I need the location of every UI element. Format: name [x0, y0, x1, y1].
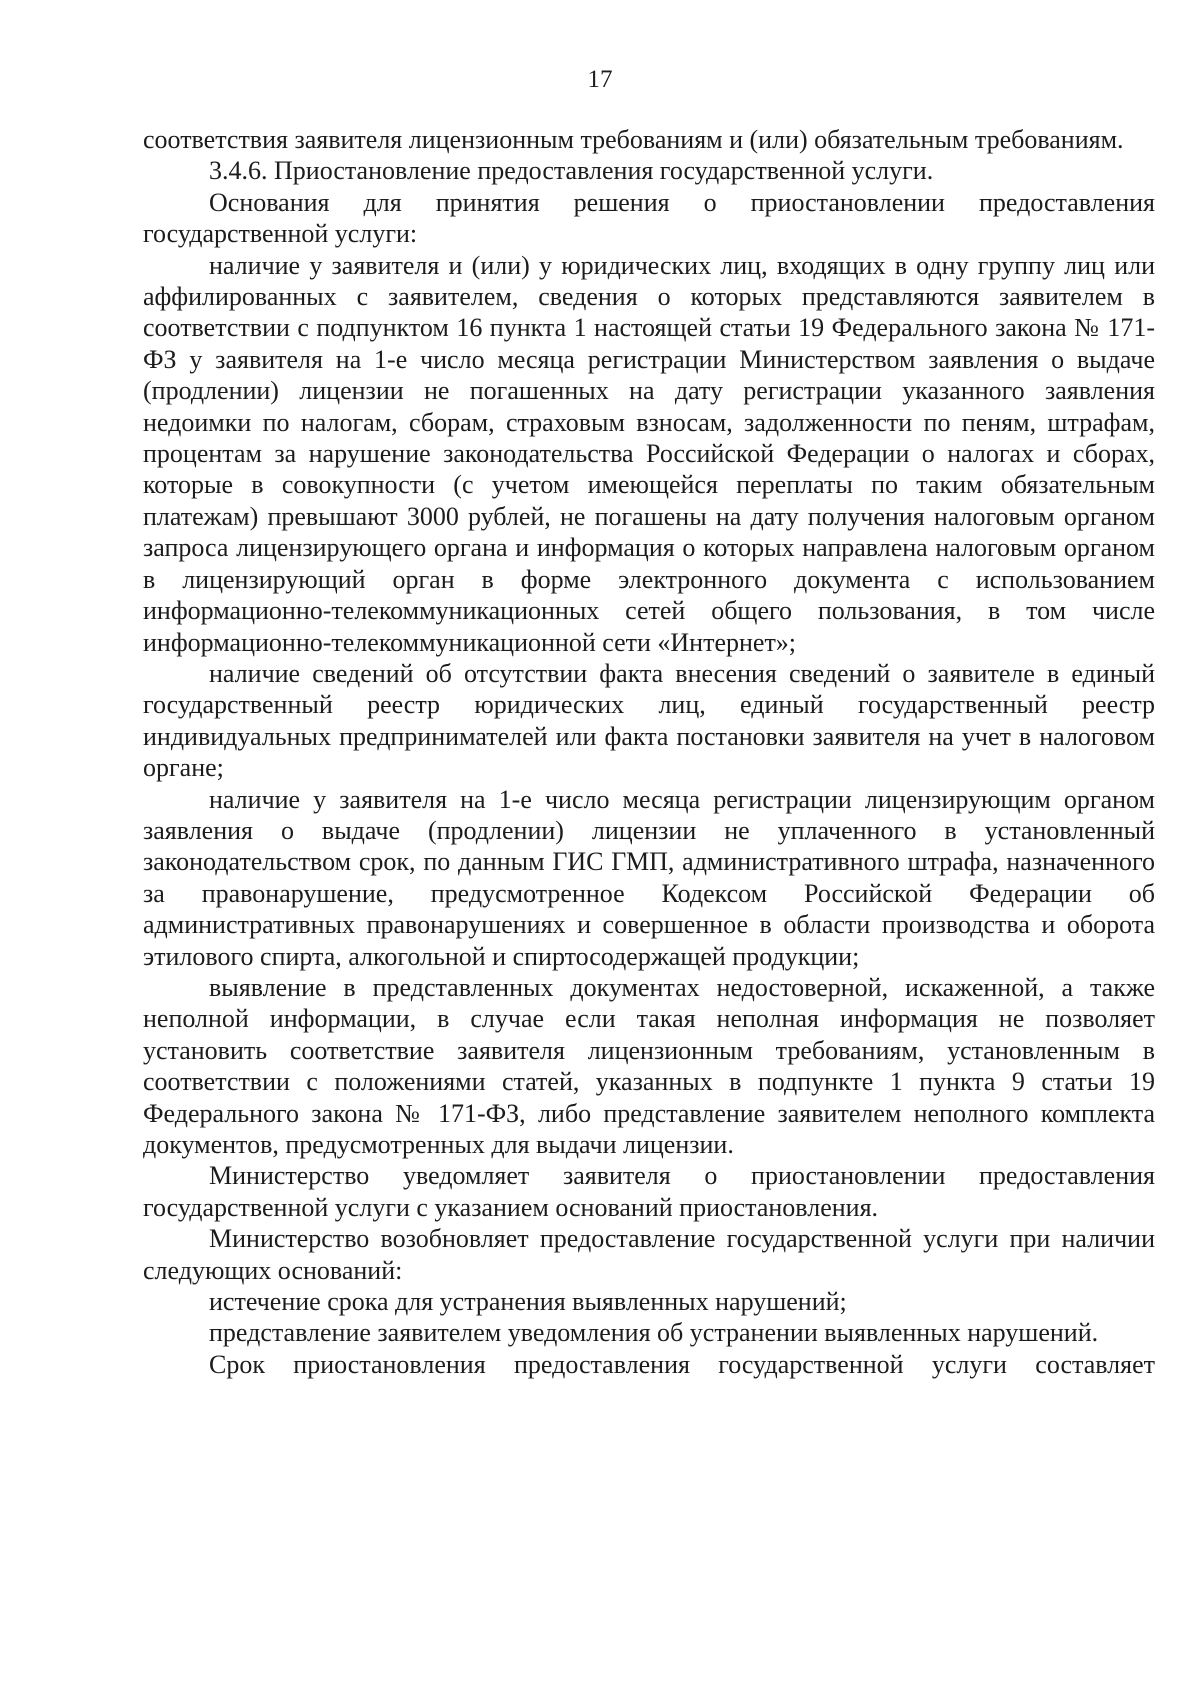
paragraph-grounds-intro: Основания для принятия решения о приостановлении предоставления государственной услуги: [143, 187, 1155, 249]
page-number: 17 [587, 66, 613, 93]
document-body [143, 124, 1155, 1380]
section-heading-3-4-6: 3.4.6. Приостановление предоставления государственной услуги. [209, 156, 934, 186]
paragraph-resumption: Министерство возобновляет предоставление государственной услуги при наличии следующих оснований: [143, 1224, 1155, 1285]
paragraph-tax-arrears: наличие у заявителя и (или) у юридических лиц, входящих в одну группу лиц или аффилированных с заявителем, сведения о которых представляются заявителем в соответствии с подпунктом 16 пункта 1 настоящей статьи 19 Федерального закона № 171-ФЗ у заявителя на 1-е число месяца регистрации Министерством заявления о выдаче (продлении) лицензии не погашенных на дату регистрации указанного заявления недоимки по налогам, сборам, страховым взносам, задолженности по пеням, штрафам, процентам за нарушение законодательства Российской Федерации о налогах и сборах, которые в совокупности (с учетом имеющейся переплаты по таким обязательным платежам) превышают 3000 рублей, не погашены на дату получения налоговым органом запроса лицензирующего органа и информация о которых направлена налоговым органом в лицензирующий орган в форме электронного документа с использованием информационно-телекоммуникационных сетей общего пользования, в том числе информационно-телекоммуникационной сети «Интернет»; [143, 250, 1155, 657]
paragraph-expiry: истечение срока для устранения выявленных нарушений; [209, 1287, 847, 1317]
paragraph-continuation: соответствия заявителя лицензионным требованиям и (или) обязательным требованиям. [143, 125, 1124, 154]
paragraph-suspension-term: Срок приостановления предоставления государственной услуги составляет [209, 1349, 1155, 1379]
paragraph-inaccurate-info: выявление в представленных документах недостоверной, искаженной, а также неполной информации, в случае если такая неполная информация не позволяет установить соответствие заявителя лицензионным требованиям, установленным в соответствии с положениями статей, указанных в подпункте 1 пункта 9 статьи 19 Федерального закона № 171-ФЗ, либо представление заявителем неполного комплекта документов, предусмотренных для выдачи лицензии. [143, 972, 1155, 1159]
paragraph-registry-absence: наличие сведений об отсутствии факта внесения сведений о заявителе в единый государственный реестр юридических лиц, единый государственный реестр индивидуальных предпринимателей или факта постановки заявителя на учет в налоговом органе; [143, 658, 1155, 783]
paragraph-notification: Министерство уведомляет заявителя о приостановлении предоставления государственной услуги с указанием оснований приостановления. [143, 1161, 1155, 1222]
paragraph-unpaid-fine: наличие у заявителя на 1-е число месяца регистрации лицензирующим органом заявления о выдаче (продлении) лицензии не уплаченного в установленный законодательством срок, по данным ГИС ГМП, административного штрафа, назначенного за правонарушение, предусмотренное Кодексом Российской Федерации об административных правонарушениях и совершенное в области производства и оборота этилового спирта, алкогольной и спиртосодержащей продукции; [143, 784, 1155, 971]
paragraph-elimination-notice: представление заявителем уведомления об устранении выявленных нарушений. [209, 1318, 1099, 1348]
